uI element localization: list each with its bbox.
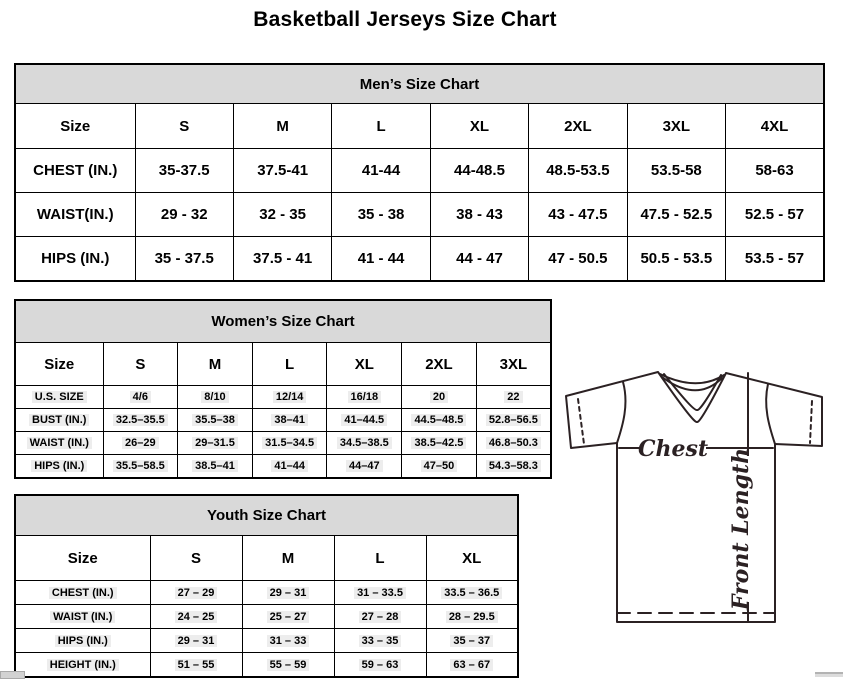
size-value-cell: 24 – 25 bbox=[150, 605, 242, 629]
size-value-cell: 38–41 bbox=[252, 409, 327, 432]
size-value-cell: 41 - 44 bbox=[332, 237, 430, 282]
row-label: HIPS (IN.) bbox=[15, 629, 150, 653]
size-value-cell: 52.5 - 57 bbox=[726, 193, 824, 237]
column-header: 3XL bbox=[627, 104, 725, 149]
size-value-cell: 31 – 33.5 bbox=[334, 581, 426, 605]
size-value-cell: 48.5-53.5 bbox=[529, 149, 627, 193]
size-value-cell: 20 bbox=[402, 386, 477, 409]
column-header: Size bbox=[15, 343, 103, 386]
size-value-cell: 25 – 27 bbox=[242, 605, 334, 629]
size-value-cell: 44-48.5 bbox=[430, 149, 528, 193]
size-value-cell: 29 - 32 bbox=[135, 193, 233, 237]
column-header: XL bbox=[426, 536, 518, 581]
row-label: HIPS (IN.) bbox=[15, 237, 135, 282]
size-value-cell: 32.5–35.5 bbox=[103, 409, 178, 432]
jersey-measurement-diagram bbox=[560, 362, 828, 626]
size-value-cell: 59 – 63 bbox=[334, 653, 426, 678]
size-value-cell: 33 – 35 bbox=[334, 629, 426, 653]
column-header: 2XL bbox=[529, 104, 627, 149]
size-value-cell: 12/14 bbox=[252, 386, 327, 409]
size-value-cell: 44 - 47 bbox=[430, 237, 528, 282]
size-value-cell: 52.8–56.5 bbox=[476, 409, 551, 432]
mens-table-title: Men’s Size Chart bbox=[15, 64, 824, 104]
size-value-cell: 29 – 31 bbox=[150, 629, 242, 653]
size-value-cell: 27 – 29 bbox=[150, 581, 242, 605]
size-value-cell: 38 - 43 bbox=[430, 193, 528, 237]
size-value-cell: 35 - 37.5 bbox=[135, 237, 233, 282]
column-header: 2XL bbox=[402, 343, 477, 386]
column-header: S bbox=[135, 104, 233, 149]
size-value-cell: 38.5–41 bbox=[178, 455, 253, 479]
womens-table-title: Women’s Size Chart bbox=[15, 300, 551, 343]
size-value-cell: 29 – 31 bbox=[242, 581, 334, 605]
column-header: 3XL bbox=[476, 343, 551, 386]
size-value-cell: 47 - 50.5 bbox=[529, 237, 627, 282]
size-value-cell: 35.5–58.5 bbox=[103, 455, 178, 479]
size-value-cell: 31 – 33 bbox=[242, 629, 334, 653]
mens-size-table bbox=[14, 63, 825, 282]
row-label: WAIST(IN.) bbox=[15, 193, 135, 237]
column-header: M bbox=[233, 104, 331, 149]
row-label: HEIGHT (IN.) bbox=[15, 653, 150, 678]
column-header: L bbox=[334, 536, 426, 581]
womens-size-table bbox=[14, 299, 552, 479]
size-value-cell: 29–31.5 bbox=[178, 432, 253, 455]
size-value-cell: 47–50 bbox=[402, 455, 477, 479]
column-header: Size bbox=[15, 536, 150, 581]
size-value-cell: 46.8–50.3 bbox=[476, 432, 551, 455]
column-header: S bbox=[150, 536, 242, 581]
size-value-cell: 53.5 - 57 bbox=[726, 237, 824, 282]
size-value-cell: 4/6 bbox=[103, 386, 178, 409]
left-cuff-dashed-line bbox=[578, 399, 584, 444]
column-header: L bbox=[332, 104, 430, 149]
column-header: L bbox=[252, 343, 327, 386]
size-value-cell: 55 – 59 bbox=[242, 653, 334, 678]
front-length-label: Front Length bbox=[728, 447, 754, 611]
size-value-cell: 41–44 bbox=[252, 455, 327, 479]
size-value-cell: 35 – 37 bbox=[426, 629, 518, 653]
size-value-cell: 50.5 - 53.5 bbox=[627, 237, 725, 282]
size-value-cell: 51 – 55 bbox=[150, 653, 242, 678]
row-label: WAIST (IN.) bbox=[15, 432, 103, 455]
size-value-cell: 16/18 bbox=[327, 386, 402, 409]
size-value-cell: 43 - 47.5 bbox=[529, 193, 627, 237]
size-value-cell: 8/10 bbox=[178, 386, 253, 409]
size-value-cell: 44.5–48.5 bbox=[402, 409, 477, 432]
size-value-cell: 47.5 - 52.5 bbox=[627, 193, 725, 237]
row-label: WAIST (IN.) bbox=[15, 605, 150, 629]
page-title: Basketball Jerseys Size Chart bbox=[253, 8, 557, 31]
row-label: HIPS (IN.) bbox=[15, 455, 103, 479]
column-header: Size bbox=[15, 104, 135, 149]
size-value-cell: 34.5–38.5 bbox=[327, 432, 402, 455]
size-value-cell: 28 – 29.5 bbox=[426, 605, 518, 629]
row-label: BUST (IN.) bbox=[15, 409, 103, 432]
size-value-cell: 27 – 28 bbox=[334, 605, 426, 629]
youth-size-table bbox=[14, 494, 519, 678]
size-value-cell: 54.3–58.3 bbox=[476, 455, 551, 479]
chest-label: Chest bbox=[637, 436, 709, 462]
size-value-cell: 33.5 – 36.5 bbox=[426, 581, 518, 605]
size-value-cell: 38.5–42.5 bbox=[402, 432, 477, 455]
column-header: 4XL bbox=[726, 104, 824, 149]
right-armhole-seam bbox=[766, 384, 775, 444]
size-value-cell: 31.5–34.5 bbox=[252, 432, 327, 455]
size-value-cell: 44–47 bbox=[327, 455, 402, 479]
scrollbar-artifact-right bbox=[815, 672, 843, 677]
size-value-cell: 35.5–38 bbox=[178, 409, 253, 432]
column-header: XL bbox=[327, 343, 402, 386]
row-label: U.S. SIZE bbox=[15, 386, 103, 409]
size-value-cell: 41–44.5 bbox=[327, 409, 402, 432]
column-header: S bbox=[103, 343, 178, 386]
size-value-cell: 22 bbox=[476, 386, 551, 409]
column-header: M bbox=[242, 536, 334, 581]
left-armhole-seam bbox=[617, 382, 625, 443]
scrollbar-artifact-left bbox=[0, 671, 25, 679]
size-value-cell: 37.5-41 bbox=[233, 149, 331, 193]
size-value-cell: 53.5-58 bbox=[627, 149, 725, 193]
size-value-cell: 26–29 bbox=[103, 432, 178, 455]
size-value-cell: 58-63 bbox=[726, 149, 824, 193]
size-value-cell: 41-44 bbox=[332, 149, 430, 193]
youth-table-title: Youth Size Chart bbox=[15, 495, 518, 536]
size-value-cell: 32 - 35 bbox=[233, 193, 331, 237]
size-value-cell: 35 - 38 bbox=[332, 193, 430, 237]
column-header: M bbox=[178, 343, 253, 386]
size-value-cell: 63 – 67 bbox=[426, 653, 518, 678]
size-value-cell: 37.5 - 41 bbox=[233, 237, 331, 282]
row-label: CHEST (IN.) bbox=[15, 149, 135, 193]
size-value-cell: 35-37.5 bbox=[135, 149, 233, 193]
row-label: CHEST (IN.) bbox=[15, 581, 150, 605]
right-cuff-dashed-line bbox=[810, 401, 812, 443]
column-header: XL bbox=[430, 104, 528, 149]
